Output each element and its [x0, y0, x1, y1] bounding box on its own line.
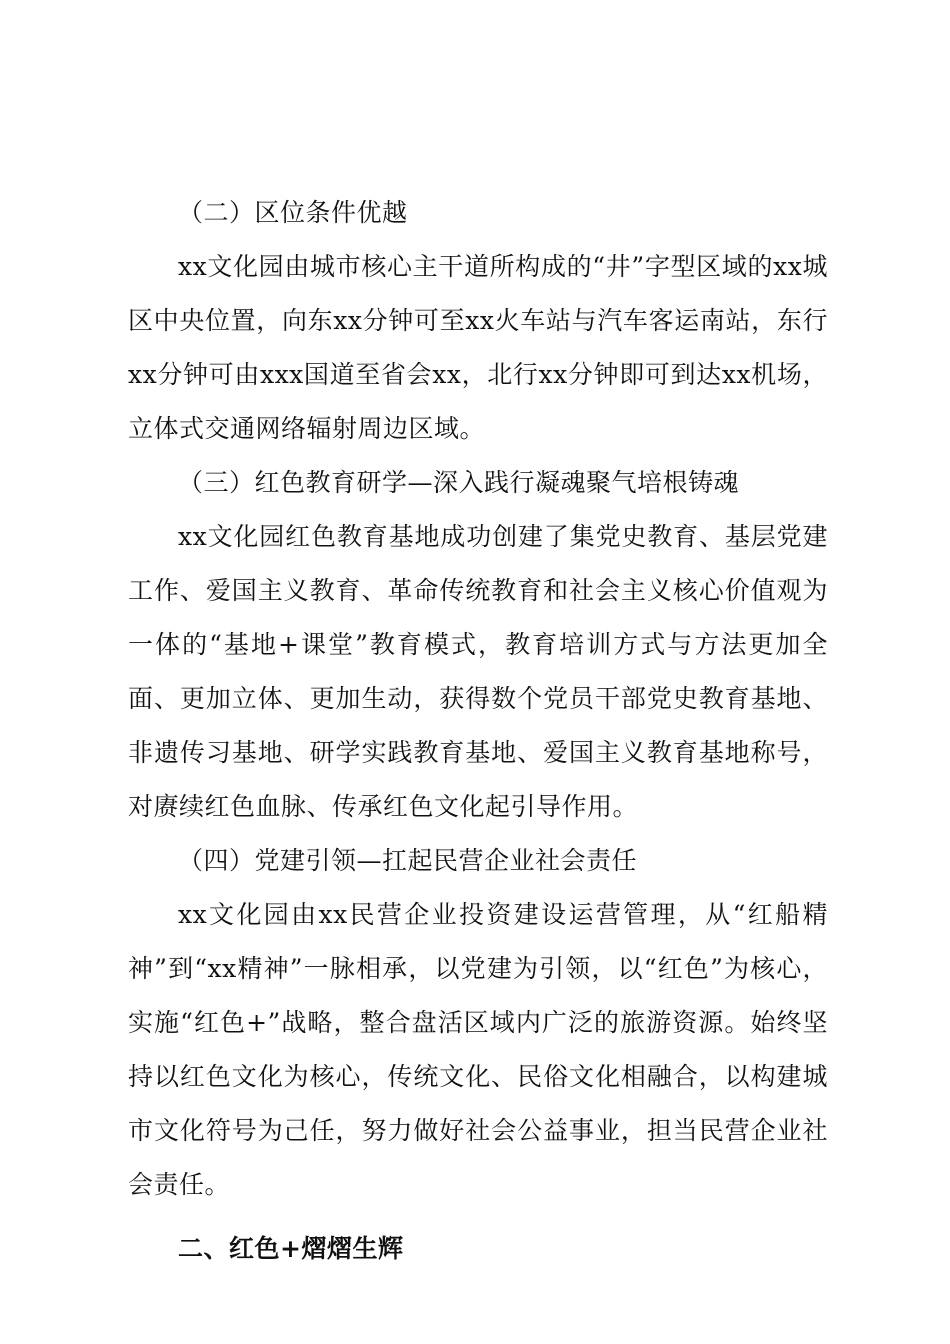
section-paragraph-party-building: xx文化园由xx民营企业投资建设运营管理，从“红船精神”到“xx精神”一脉相承，以党建为引领，以“红色”为核心，实施“红色+”战略，整合盘活区域内广泛的旅游资源。始终坚持以红色文化为核心，传统文化、民俗文化相融合，以构建城市文化符号为己任，努力做好社会公益事业，担当民营企业社会责任。: [128, 900, 828, 1199]
major-heading: 二、红色+熠熠生辉: [178, 1234, 404, 1263]
document-body: [128, 186, 828, 1276]
section-heading-red-education: （三）红色教育研学—深入践行凝魂聚气培根铸魂: [178, 468, 740, 497]
section-paragraph-location: xx文化园由城市核心主干道所构成的“井”字型区域的xx城区中央位置，向东xx分钟可至xx火车站与汽车客运南站，东行xx分钟可由xxx国道至省会xx，北行xx分钟即可到达xx机场，立体式交通网络辐射周边区域。: [128, 252, 828, 443]
section-heading-location: （二）区位条件优越: [178, 198, 408, 227]
section-heading-party-building: （四）党建引领—扛起民营企业社会责任: [178, 846, 638, 875]
section-paragraph-red-education: xx文化园红色教育基地成功创建了集党史教育、基层党建工作、爱国主义教育、革命传统教育和社会主义核心价值观为一体的“基地+课堂”教育模式，教育培训方式与方法更加全面、更加立体、更加生动，获得数个党员干部党史教育基地、非遗传习基地、研学实践教育基地、爱国主义教育基地称号，对赓续红色血脉、传承红色文化起引导作用。: [128, 522, 828, 821]
